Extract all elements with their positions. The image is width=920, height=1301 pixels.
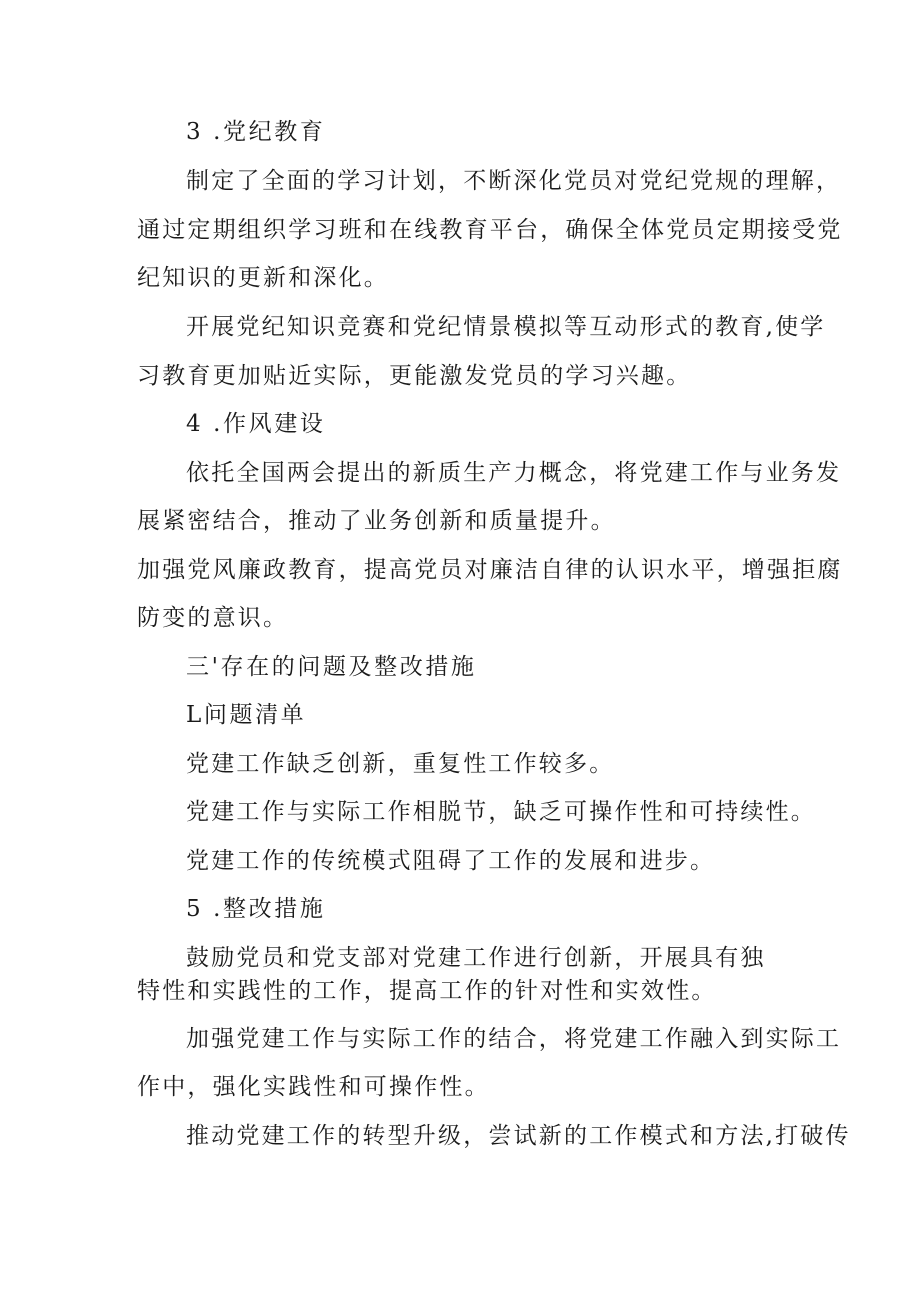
paragraph-line: 制定了全面的学习计划，不断深化党员对党纪党规的理解， xyxy=(186,168,842,194)
paragraph-line: 加强党风廉政教育，提高党员对廉洁自律的认识水平，增强拒腐 xyxy=(137,557,843,583)
paragraph-line: 推动党建工作的转型升级，尝试新的工作模式和方法,打破传 xyxy=(186,1123,851,1149)
paragraph-line: 依托全国两会提出的新质生产力概念，将党建工作与业务发 xyxy=(186,460,842,486)
paragraph-line: 作中，强化实践性和可操作性。 xyxy=(137,1074,490,1100)
paragraph-line: 展紧密结合，推动了业务创新和质量提升。 xyxy=(137,508,616,534)
section-heading-work-style: 4 .作风建设 xyxy=(186,411,326,437)
section-heading-rectification-measures: 5 .整改措施 xyxy=(186,896,326,922)
paragraph-line: 加强党建工作与实际工作的结合，将党建工作融入到实际工 xyxy=(186,1026,842,1052)
list-item: 党建工作的传统模式阻碍了工作的发展和进步。 xyxy=(186,848,716,874)
paragraph-line: 特性和实践性的工作，提高工作的针对性和实效性。 xyxy=(137,978,717,1004)
section-heading-problems-and-measures: 三'存在的问题及整改措施 xyxy=(186,654,477,680)
paragraph-line: 鼓励党员和党支部对党建工作进行创新，开展具有独 xyxy=(186,945,766,971)
list-item: 党建工作与实际工作相脱节，缺乏可操作性和可持续性。 xyxy=(186,799,816,825)
section-heading-party-discipline: 3 .党纪教育 xyxy=(186,119,326,145)
paragraph-line: 纪知识的更新和深化。 xyxy=(137,265,389,291)
section-heading-problem-list: L问题清单 xyxy=(186,702,307,728)
paragraph-line: 防变的意识。 xyxy=(137,605,289,631)
paragraph-line: 习教育更加贴近实际，更能激发党员的学习兴趣。 xyxy=(137,363,692,389)
list-item: 党建工作缺乏创新，重复性工作较多。 xyxy=(186,751,615,777)
paragraph-line: 通过定期组织学习班和在线教育平台，确保全体党员定期接受党 xyxy=(137,217,843,243)
paragraph-line: 开展党纪知识竞赛和党纪情景模拟等互动形式的教育,使学 xyxy=(186,314,826,340)
